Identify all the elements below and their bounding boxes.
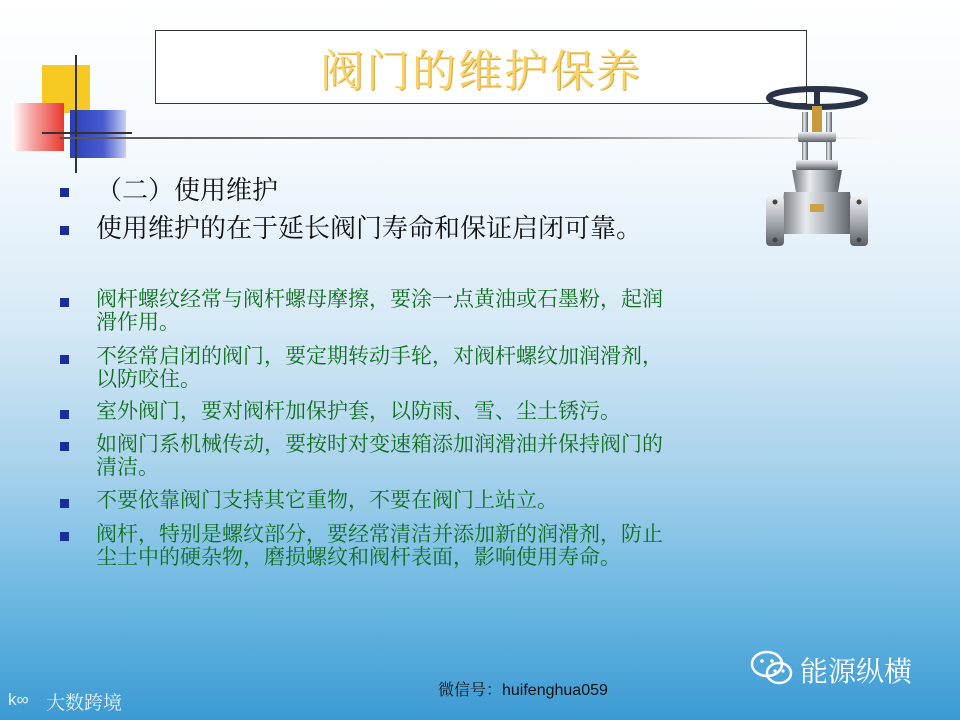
wechat-icon (750, 648, 794, 688)
svg-text:k∞: k∞ (8, 690, 29, 709)
wechat-id: 微信号：huifenghua059 (438, 682, 608, 699)
bullet-item-4 (60, 442, 69, 451)
bullet-item-5 (60, 499, 69, 508)
title-underline (60, 137, 880, 139)
bullet-item-2 (60, 355, 69, 364)
bullet-intro (60, 226, 69, 235)
deco-cross-line (42, 132, 132, 134)
list-item-2-line1: 不经常启闭的阀门，要定期转动手轮，对阀杆螺纹加润滑剂， (96, 344, 663, 368)
list-item-1-line1: 阀杆螺纹经常与阀杆螺母摩擦，要涂一点黄油或石墨粉，起润 (96, 287, 663, 311)
title-box (155, 30, 807, 104)
list-item-2 (96, 345, 663, 391)
watermark-logo-icon (8, 688, 46, 710)
list-item-3-line1: 室外阀门，要对阀杆加保护套，以防雨、雪、尘土锈污。 (96, 399, 621, 423)
section-heading: （二）使用维护 (96, 176, 279, 206)
list-item-4-line2: 清洁。 (96, 455, 159, 479)
deco-blue-square (70, 110, 126, 158)
list-item-2-line2: 以防咬住。 (96, 367, 201, 391)
slide-title: 阀门的维护保养 (320, 46, 642, 97)
intro-text: 使用维护的在于延长阀门寿命和保证启闭可靠。 (96, 214, 643, 244)
deco-red-square (12, 103, 64, 151)
list-item-6-line2: 尘土中的硬杂物，磨损螺纹和阀杆表面，影响使用寿命。 (96, 545, 621, 569)
list-item-6 (96, 523, 663, 569)
list-item-3 (96, 400, 621, 423)
watermark-text: 大数跨境 (46, 692, 123, 714)
list-item-6-line1: 阀杆，特别是螺纹部分，要经常清洁并添加新的润滑剂，防止 (96, 522, 663, 546)
list-item-4-line1: 如阀门系机械传动，要按时对变速箱添加润滑油并保持阀门的 (96, 432, 663, 456)
list-item-5-line1: 不要依靠阀门支持其它重物，不要在阀门上站立。 (96, 488, 558, 512)
brand-name: 能源纵横 (800, 655, 913, 688)
list-item-1 (96, 288, 663, 334)
list-item-1-line2: 滑作用。 (96, 310, 180, 334)
bullet-item-1 (60, 298, 69, 307)
list-item-4 (96, 433, 663, 479)
bullet-item-6 (60, 532, 69, 541)
list-item-5 (96, 489, 558, 512)
deco-vertical-line (75, 55, 77, 173)
bullet-heading (60, 188, 69, 197)
bullet-item-3 (60, 410, 69, 419)
valve-icon (762, 84, 872, 254)
